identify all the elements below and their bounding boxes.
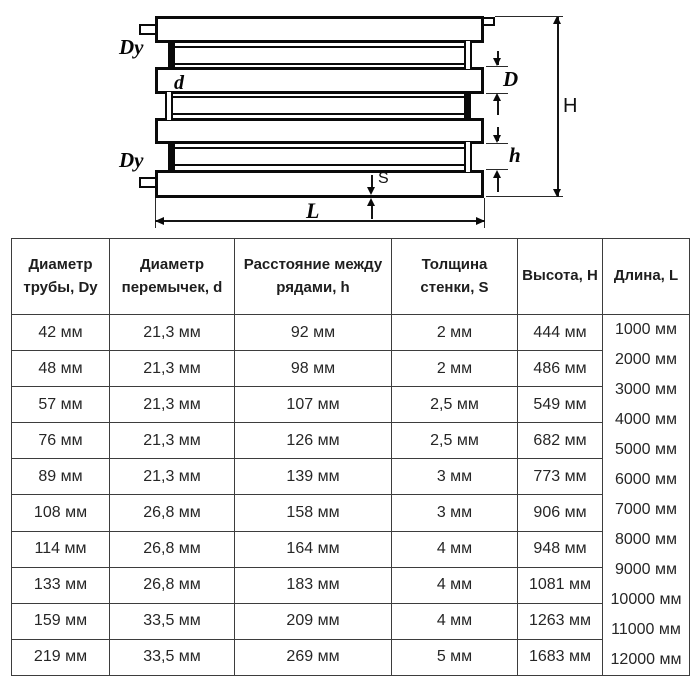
table-cell: 486 мм	[518, 351, 603, 387]
length-value: 9000 мм	[614, 561, 678, 578]
table-cell: 219 мм	[12, 639, 110, 675]
arrowhead-h-top	[493, 135, 501, 143]
table-cell: 158 мм	[235, 495, 392, 531]
length-value: 3000 мм	[614, 381, 678, 398]
spec-table	[11, 238, 690, 676]
arrowhead-S-top	[367, 187, 375, 195]
table-cell: 2,5 мм	[392, 387, 518, 423]
column-header: Диаметр перемычек, d	[110, 239, 235, 315]
length-value: 1000 мм	[614, 321, 678, 338]
table-cell: 108 мм	[12, 495, 110, 531]
tick-h-top	[486, 143, 508, 144]
table-row	[12, 567, 690, 603]
table-cell: 26,8 мм	[110, 495, 235, 531]
table-cell: 4 мм	[392, 531, 518, 567]
register-drawing	[0, 0, 700, 238]
table-cell: 209 мм	[235, 603, 392, 639]
table-cell: 3 мм	[392, 495, 518, 531]
back-pipe-row-2	[170, 96, 471, 115]
length-value: 4000 мм	[614, 411, 678, 428]
label-H: H	[563, 95, 578, 117]
table-cell: 33,5 мм	[110, 639, 235, 675]
table-row	[12, 531, 690, 567]
table-cell: 42 мм	[12, 315, 110, 351]
table-cell: 26,8 мм	[110, 567, 235, 603]
table-cell: 183 мм	[235, 567, 392, 603]
arrowhead-L-left	[155, 217, 164, 225]
table-cell: 2 мм	[392, 351, 518, 387]
arrowhead-h-bottom	[493, 170, 501, 178]
jumper-right-1	[464, 41, 472, 69]
arrowhead-S-bottom	[367, 198, 375, 206]
label-h: h	[509, 143, 521, 167]
column-header: Высота, H	[518, 239, 603, 315]
dimension-line-L	[155, 220, 485, 222]
column-header: Диаметр трубы, Dy	[12, 239, 110, 315]
table-cell: 3 мм	[392, 459, 518, 495]
table-cell: 76 мм	[12, 423, 110, 459]
table-row	[12, 459, 690, 495]
table-cell: 4 мм	[392, 567, 518, 603]
table-row	[12, 351, 690, 387]
back-pipe-row-1	[170, 46, 471, 65]
column-header: Толщина стенки, S	[392, 239, 518, 315]
arrowhead-H-bottom	[553, 189, 561, 197]
table-row	[12, 423, 690, 459]
label-dy-top: Dy	[119, 35, 144, 59]
length-value: 11000 мм	[611, 621, 681, 638]
label-dy-bottom: Dy	[119, 148, 144, 172]
table-cell: 133 мм	[12, 567, 110, 603]
table-cell: 906 мм	[518, 495, 603, 531]
table-cell: 48 мм	[12, 351, 110, 387]
back-pipe-row-3	[170, 147, 471, 166]
table-cell: 89 мм	[12, 459, 110, 495]
length-value: 5000 мм	[614, 441, 678, 458]
table-row	[12, 387, 690, 423]
label-d: d	[174, 72, 184, 94]
arrow-line-D-bottom	[497, 101, 499, 115]
jumper-right-3	[464, 142, 472, 172]
arrowhead-D-bottom	[493, 93, 501, 101]
column-header: Расстояние между рядами, h	[235, 239, 392, 315]
pipe-row-3	[155, 118, 484, 144]
length-value: 8000 мм	[614, 531, 678, 548]
table-cell: 21,3 мм	[110, 387, 235, 423]
table-cell: 33,5 мм	[110, 603, 235, 639]
table-cell: 21,3 мм	[110, 351, 235, 387]
table-cell: 21,3 мм	[110, 423, 235, 459]
table-cell: 126 мм	[235, 423, 392, 459]
arrowhead-D-top	[493, 58, 501, 66]
table-cell: 2 мм	[392, 315, 518, 351]
label-D: D	[503, 67, 519, 91]
table-cell: 444 мм	[518, 315, 603, 351]
pipe-row-1	[155, 16, 484, 43]
table-cell: 549 мм	[518, 387, 603, 423]
table-row	[12, 639, 690, 675]
jumper-right-2	[464, 92, 471, 120]
header-row	[12, 239, 690, 315]
table-cell: 107 мм	[235, 387, 392, 423]
table-cell: 21,3 мм	[110, 315, 235, 351]
table-cell: 269 мм	[235, 639, 392, 675]
table-cell: 682 мм	[518, 423, 603, 459]
arrow-line-h-bottom	[497, 178, 499, 192]
jumper-left-1	[168, 41, 175, 69]
table-cell: 5 мм	[392, 639, 518, 675]
table-cell: 114 мм	[12, 531, 110, 567]
table-row	[12, 495, 690, 531]
length-value: 6000 мм	[614, 471, 678, 488]
column-header: Длина, L	[603, 239, 690, 315]
extension-line-H-bottom	[486, 196, 563, 197]
table-cell: 164 мм	[235, 531, 392, 567]
table-cell: 92 мм	[235, 315, 392, 351]
table-row	[12, 315, 690, 351]
arrowhead-L-right	[476, 217, 485, 225]
pipe-row-4	[155, 170, 484, 198]
table-cell: 159 мм	[12, 603, 110, 639]
jumper-left-2	[165, 92, 173, 120]
table-cell: 948 мм	[518, 531, 603, 567]
length-value: 10000 мм	[610, 591, 682, 608]
table-cell: 4 мм	[392, 603, 518, 639]
pipe-row-2	[155, 67, 484, 94]
table-cell: 57 мм	[12, 387, 110, 423]
table-cell: 139 мм	[235, 459, 392, 495]
label-S: S	[378, 170, 389, 187]
arrow-line-S-bottom	[371, 206, 373, 219]
arrowhead-H-top	[553, 16, 561, 24]
table-cell: 1683 мм	[518, 639, 603, 675]
table-cell: 2,5 мм	[392, 423, 518, 459]
table-row	[12, 603, 690, 639]
length-value: 7000 мм	[614, 501, 678, 518]
length-value: 12000 мм	[610, 651, 682, 668]
jumper-left-3	[168, 142, 175, 172]
length-options-cell	[603, 315, 690, 676]
table-cell: 21,3 мм	[110, 459, 235, 495]
dimension-line-H	[557, 17, 559, 197]
table-cell: 98 мм	[235, 351, 392, 387]
table-cell: 1081 мм	[518, 567, 603, 603]
table-cell: 26,8 мм	[110, 531, 235, 567]
length-value: 2000 мм	[614, 351, 678, 368]
table-body	[12, 315, 690, 676]
table-cell: 1263 мм	[518, 603, 603, 639]
table-cell: 773 мм	[518, 459, 603, 495]
label-L: L	[306, 198, 320, 223]
